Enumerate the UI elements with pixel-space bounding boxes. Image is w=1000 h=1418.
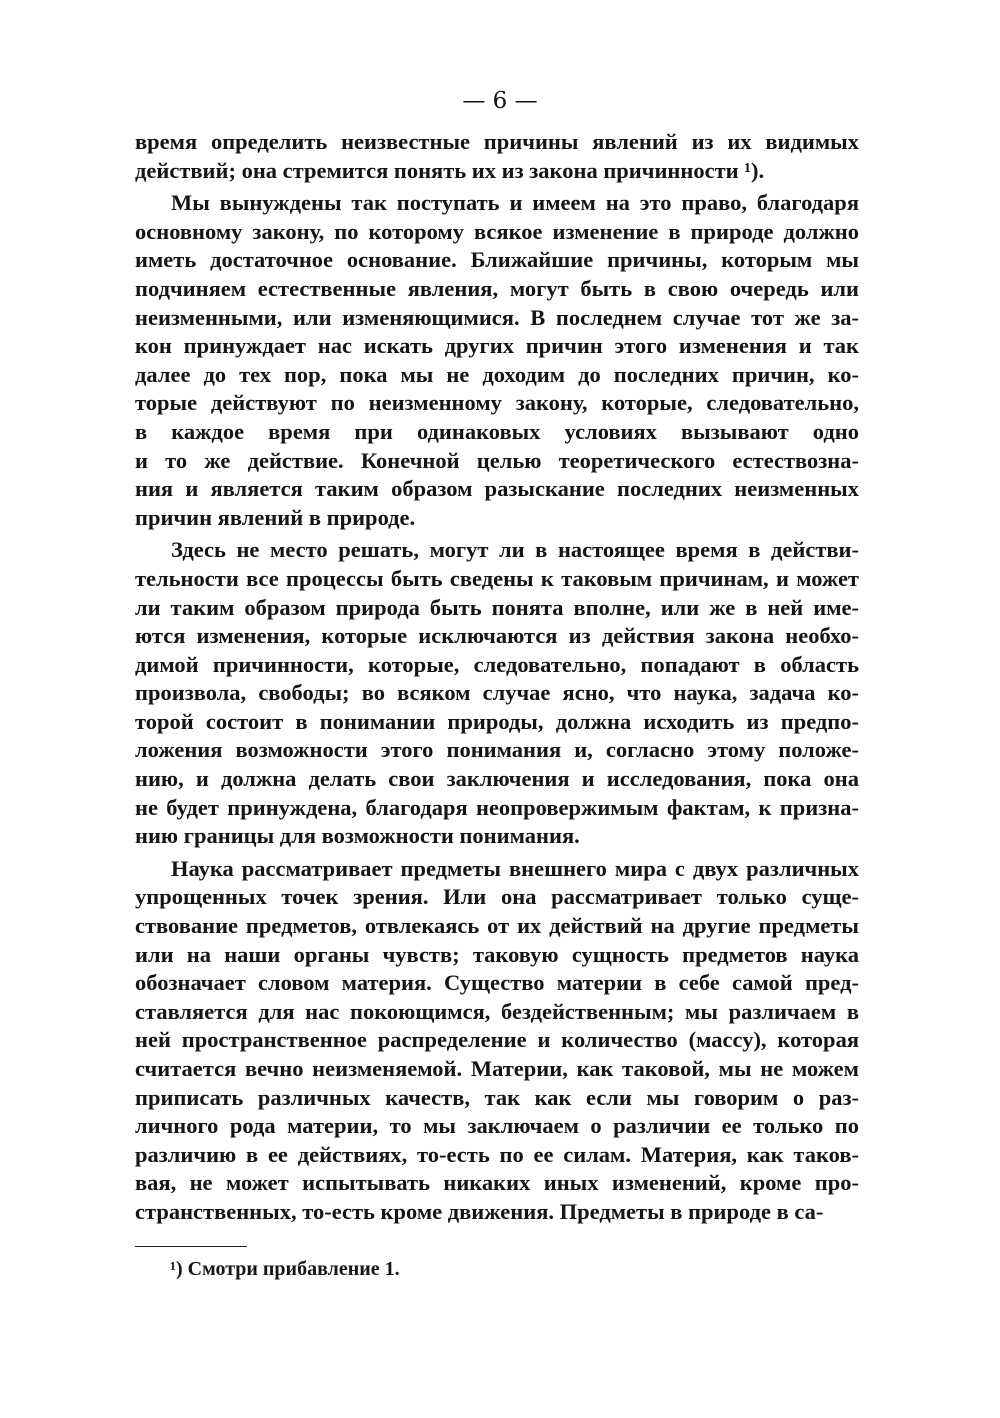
text-line: время определить неизвестные причины явлений из их видимых [135, 129, 859, 154]
page-number: — 6 — [462, 88, 538, 114]
text-line: личного рода материи, то мы заключаем о различии ее только по [135, 1113, 859, 1139]
text-line: Наука рассматривает предметы внешнего мира с двух различных [171, 855, 859, 881]
text-line: ются изменения, которые исключаются из действия закона необхо- [135, 623, 859, 649]
text-line: и то же действие. Конечной целью теоретического естествозна- [135, 447, 859, 473]
paragraph [135, 128, 859, 185]
text-line: кон принуждает нас искать других причин этого изменения и так [135, 333, 859, 359]
text-line: обозначает словом материя. Существо материи в себе самой пред- [135, 970, 859, 996]
text-line: ставляется для нас покоющимся, бездейственным; мы различаем в [135, 998, 859, 1024]
text-line: ложения возможности этого понимания и, согласно этому положе- [135, 737, 859, 763]
text-line: иметь достаточное основание. Ближайшие причины, которым мы [135, 247, 859, 273]
text-line: произвола, свободы; во всяком случае ясно, что наука, задача ко- [135, 680, 859, 706]
text-line: неизменными, или изменяющимися. В последнем случае тот же за- [135, 304, 859, 330]
text-line: действий; она стремится понять их из закона причинности ¹). [135, 157, 765, 183]
text-line: Мы вынуждены так поступать и имеем на это право, благодаря [171, 190, 859, 216]
text-line: ствование предметов, отвлекаясь от их действий на другие предметы [135, 913, 859, 939]
paragraph [135, 855, 859, 1227]
text-line: ней пространственное распределение и количество (массу), которая [135, 1027, 859, 1053]
text-line: нию, и должна делать свои заключения и исследования, пока она [135, 766, 859, 792]
text-line: подчиняем естественные явления, могут быть в свою очередь или [135, 275, 859, 301]
text-line: в каждое время при одинаковых условиях вызывают одно [135, 418, 859, 444]
text-line: считается вечно неизменяемой. Материи, как таковой, мы не можем [135, 1056, 859, 1081]
text-line: вая, не может испытывать никаких иных изменений, кроме про- [135, 1170, 859, 1196]
text-line: торой состоит в понимании природы, должна исходить из предпо- [135, 708, 859, 734]
body-text [135, 128, 859, 1231]
text-line: нию границы для возможности понимания. [135, 823, 580, 849]
text-line: тельности все процессы быть сведены к таковым причинам, и может [135, 565, 859, 591]
text-line: димой причинности, которые, следовательно, попадают в область [135, 651, 859, 677]
text-line: или на наши органы чувств; таковую сущность предметов наука [135, 941, 859, 967]
text-line: различию в ее действиях, то-есть по ее силам. Материя, как таков- [135, 1141, 859, 1167]
text-line: причин явлений в природе. [135, 504, 416, 530]
text-line: Здесь не место решать, могут ли в настоящее время в действи- [171, 537, 859, 563]
text-line: приписать различных качеств, так как если мы говорим о раз- [135, 1084, 859, 1110]
text-line: ли таким образом природа быть понята вполне, или же в ней име- [135, 594, 859, 620]
text-line: далее до тех пор, пока мы не доходим до последних причин, ко- [135, 361, 859, 387]
paragraph [135, 189, 859, 532]
paragraph [135, 536, 859, 851]
text-line: упрощенных точек зрения. Или она рассматривает только суще- [135, 884, 859, 910]
text-line: странственных, то-есть кроме движения. Предметы в природе в са- [135, 1198, 824, 1224]
footnote-divider [135, 1246, 247, 1247]
text-line: торые действуют по неизменному закону, которые, следовательно, [135, 390, 859, 416]
footnote: ¹) Смотри прибавление 1. [170, 1258, 400, 1280]
text-line: основному закону, по которому всякое изменение в природе должно [135, 218, 859, 244]
text-line: ния и является таким образом разыскание последних неизменных [135, 476, 859, 502]
text-line: не будет принуждена, благодаря неопровержимым фактам, к призна- [135, 794, 859, 820]
